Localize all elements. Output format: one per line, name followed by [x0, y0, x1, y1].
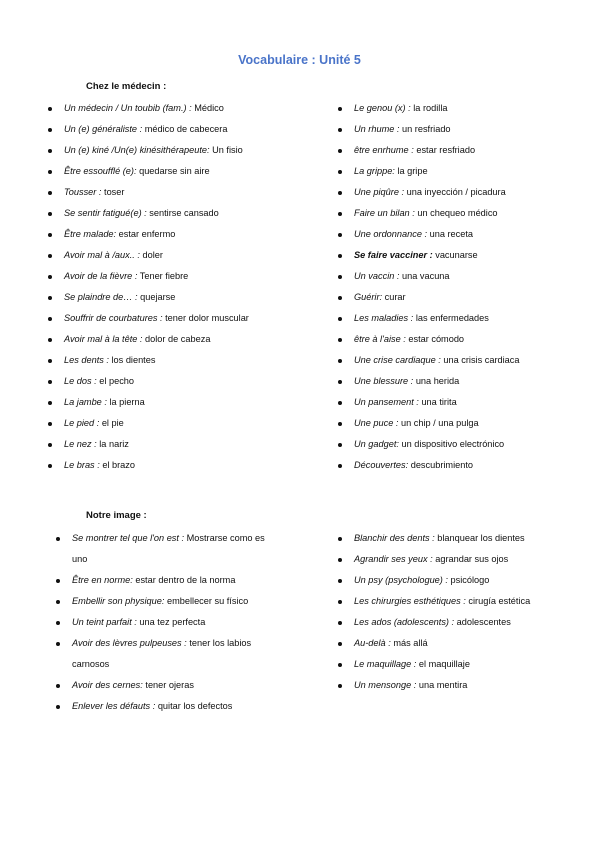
spanish-translation: médico de cabecera [144, 124, 228, 134]
french-term: Au-delà : [354, 638, 391, 648]
french-term: Un rhume : [354, 124, 400, 134]
vocab-item [354, 397, 584, 418]
french-term: Les dents : [64, 355, 109, 365]
spanish-translation: agrandar sus ojos [435, 554, 509, 564]
french-term: Une ordonnance : [354, 229, 428, 239]
french-term: Le genou (x) : [354, 103, 411, 113]
spanish-translation: una tirita [421, 397, 457, 407]
french-term: Avoir des cernes: [72, 680, 143, 690]
french-term: Se faire vacciner : [354, 250, 433, 260]
vocab-item [64, 355, 314, 376]
spanish-translation: un chequeo médico [417, 208, 498, 218]
spanish-translation: estar cómodo [408, 334, 465, 344]
french-term: Les chirurgies esthétiques : [354, 596, 466, 606]
vocab-item [354, 596, 584, 607]
vocab-item [64, 187, 314, 208]
spanish-translation: el pecho [99, 376, 135, 386]
french-term: Le nez : [64, 439, 97, 449]
vocab-item [72, 533, 314, 565]
page-title: Vocabulaire : Unité 5 [238, 53, 361, 67]
vocab-item [64, 439, 314, 460]
spanish-translation: Médico [194, 103, 224, 113]
spanish-translation: dolor de cabeza [145, 334, 211, 344]
spanish-translation: sentirse cansado [149, 208, 219, 218]
vocab-item [64, 460, 314, 481]
spanish-translation: psicólogo [450, 575, 490, 585]
spanish-translation: un resfriado [402, 124, 451, 134]
vocab-item [354, 680, 584, 691]
vocab-item [64, 418, 314, 439]
spanish-translation: doler [142, 250, 163, 260]
vocab-item [64, 376, 314, 397]
vocab-item [354, 617, 584, 628]
spanish-translation: curar [384, 292, 406, 302]
vocab-item [64, 271, 314, 292]
vocab-item [354, 355, 584, 376]
french-term: Avoir mal à /aux.. : [64, 250, 140, 260]
french-term: Se sentir fatigué(e) : [64, 208, 147, 218]
spanish-translation: un chip / una pulga [401, 418, 479, 428]
vocab-item [354, 271, 584, 292]
french-term: Être essoufflé (e): [64, 166, 137, 176]
french-term: Un (e) généraliste : [64, 124, 143, 134]
vocab-item [72, 617, 314, 628]
spanish-translation: embellecer su físico [167, 596, 249, 606]
vocab-item [64, 334, 314, 355]
vocab-item [64, 292, 314, 313]
vocab-item [354, 376, 584, 397]
spanish-translation: más allá [393, 638, 428, 648]
section-heading-image: Notre image : [86, 510, 147, 521]
french-term: Une piqûre : [354, 187, 405, 197]
french-term: Le bras : [64, 460, 100, 470]
french-term: être à l'aise : [354, 334, 406, 344]
french-term: Avoir mal à la tête : [64, 334, 143, 344]
vocab-item [354, 460, 584, 481]
french-term: Le pied : [64, 418, 100, 428]
vocab-item [64, 124, 314, 145]
vocab-item [354, 145, 584, 166]
vocab-item [72, 575, 314, 586]
french-term: Être en norme: [72, 575, 133, 585]
french-term: Un (e) kiné /Un(e) kinésithérapeute: [64, 145, 210, 155]
spanish-translation: el pie [101, 418, 124, 428]
vocab-item [354, 418, 584, 439]
spanish-translation: Mostrarse como es [186, 533, 265, 543]
spanish-translation: los dientes [111, 355, 156, 365]
vocab-item [354, 334, 584, 355]
french-term: Avoir de la fièvre : [64, 271, 138, 281]
vocab-item [64, 208, 314, 229]
vocab-item [354, 250, 584, 271]
french-term: Un psy (psychologue) : [354, 575, 448, 585]
vocab-item [72, 638, 314, 670]
vocab-item [354, 554, 584, 565]
spanish-translation: blanquear los dientes [437, 533, 525, 543]
spanish-translation: cirugía estética [468, 596, 531, 606]
vocab-item [354, 659, 584, 670]
spanish-translation: un dispositivo electrónico [401, 439, 505, 449]
vocab-item [64, 397, 314, 418]
vocab-item [72, 680, 314, 691]
vocab-item [64, 166, 314, 187]
vocab-item [72, 701, 314, 712]
french-term: Un mensonge : [354, 680, 417, 690]
french-term: Un teint parfait : [72, 617, 137, 627]
vocab-item [354, 124, 584, 145]
spanish-translation: adolescentes [456, 617, 511, 627]
french-term: Souffrir de courbatures : [64, 313, 163, 323]
french-term: être enrhume : [354, 145, 414, 155]
french-term: Une puce : [354, 418, 399, 428]
spanish-translation: tener dolor muscular [165, 313, 249, 323]
vocab-item [64, 103, 314, 124]
vocab-item [354, 208, 584, 229]
spanish-translation: la gripe [397, 166, 428, 176]
spanish-translation: vacunarse [435, 250, 478, 260]
spanish-translation-continued: uno [72, 554, 88, 564]
french-term: Les ados (adolescents) : [354, 617, 455, 627]
spanish-translation: una receta [429, 229, 474, 239]
french-term: Découvertes: [354, 460, 409, 470]
french-term: Blanchir des dents : [354, 533, 435, 543]
spanish-translation: la nariz [99, 439, 129, 449]
french-term: Avoir des lèvres pulpeuses : [72, 638, 187, 648]
french-term: Un vaccin : [354, 271, 400, 281]
french-term: Faire un bilan : [354, 208, 415, 218]
vocab-item [72, 596, 314, 607]
french-term: Une blessure : [354, 376, 414, 386]
spanish-translation-continued: carnosos [72, 659, 110, 669]
french-term: Être malade: [64, 229, 117, 239]
vocab-item [64, 145, 314, 166]
spanish-translation: el brazo [102, 460, 135, 470]
vocab-item [354, 229, 584, 250]
spanish-translation: las enfermedades [415, 313, 489, 323]
french-term: La jambe : [64, 397, 107, 407]
spanish-translation: toser [104, 187, 125, 197]
french-term: Un pansement : [354, 397, 419, 407]
vocab-item [354, 638, 584, 649]
vocab-item [354, 439, 584, 460]
spanish-translation: tener ojeras [145, 680, 194, 690]
vocab-list-image-left [72, 533, 314, 722]
spanish-translation: Tener fiebre [139, 271, 189, 281]
spanish-translation: quejarse [140, 292, 176, 302]
vocab-item [64, 313, 314, 334]
spanish-translation: quedarse sin aire [139, 166, 210, 176]
vocab-item [354, 575, 584, 586]
vocab-item [64, 250, 314, 271]
french-term: Tousser : [64, 187, 102, 197]
spanish-translation: descubrimiento [410, 460, 474, 470]
french-term: Se plaindre de… : [64, 292, 138, 302]
french-term: La grippe: [354, 166, 395, 176]
spanish-translation: la pierna [109, 397, 145, 407]
french-term: Le maquillage : [354, 659, 417, 669]
spanish-translation: una inyección / picadura [406, 187, 506, 197]
french-term: Une crise cardiaque : [354, 355, 441, 365]
spanish-translation: una crisis cardiaca [443, 355, 520, 365]
french-term: Embellir son physique: [72, 596, 165, 606]
spanish-translation: estar resfriado [416, 145, 476, 155]
vocab-list-image-right [354, 533, 584, 701]
section-heading-doctor: Chez le médecin : [86, 81, 167, 92]
spanish-translation: estar enfermo [118, 229, 176, 239]
vocab-item [354, 292, 584, 313]
vocab-item [354, 533, 584, 544]
french-term: Guérir: [354, 292, 383, 302]
french-term: Enlever les défauts : [72, 701, 156, 711]
spanish-translation: tener los labios [189, 638, 252, 648]
french-term: Les maladies : [354, 313, 414, 323]
french-term: Un médecin / Un toubib (fam.) : [64, 103, 192, 113]
spanish-translation: Un fisio [212, 145, 243, 155]
french-term: Se montrer tel que l'on est : [72, 533, 185, 543]
spanish-translation: estar dentro de la norma [135, 575, 236, 585]
spanish-translation: la rodilla [413, 103, 448, 113]
spanish-translation: una mentira [418, 680, 468, 690]
vocab-item [354, 187, 584, 208]
vocab-item [354, 313, 584, 334]
french-term: Le dos : [64, 376, 97, 386]
vocab-item [64, 229, 314, 250]
vocab-list-doctor-left [64, 103, 314, 481]
spanish-translation: una herida [415, 376, 460, 386]
french-term: Agrandir ses yeux : [354, 554, 433, 564]
spanish-translation: una tez perfecta [139, 617, 206, 627]
vocab-item [354, 103, 584, 124]
spanish-translation: quitar los defectos [157, 701, 233, 711]
spanish-translation: el maquillaje [418, 659, 470, 669]
vocab-item [354, 166, 584, 187]
vocab-list-doctor-right [354, 103, 584, 481]
french-term: Un gadget: [354, 439, 399, 449]
spanish-translation: una vacuna [402, 271, 450, 281]
